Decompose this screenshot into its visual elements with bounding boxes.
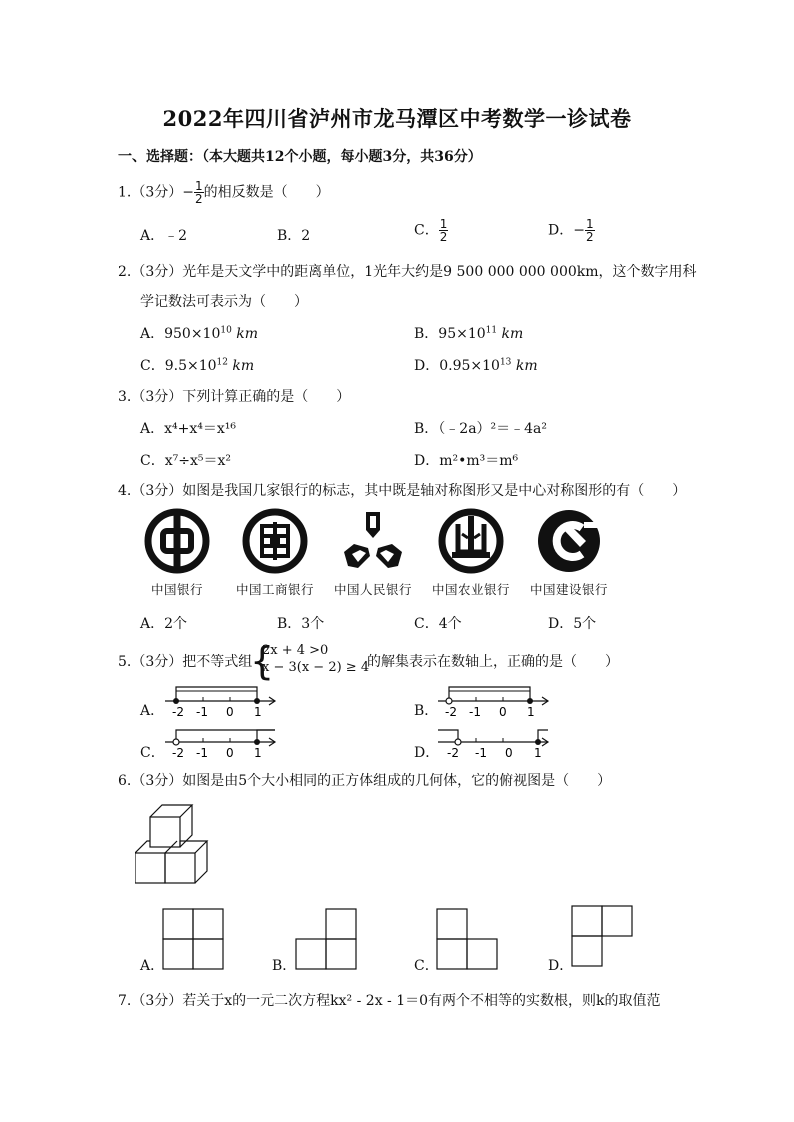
q1-option-b[interactable]: B．2 bbox=[277, 228, 311, 244]
q5-option-d-label[interactable]: D． bbox=[414, 745, 440, 761]
section-heading: 一、选择题：（本大题共12个小题，每小题3分，共36分） bbox=[118, 149, 482, 165]
q3-option-a[interactable]: A．x⁴+x⁴＝x¹⁶ bbox=[140, 421, 236, 437]
q2-option-a[interactable]: A．$950\times 10^{10}$ km bbox=[140, 325, 259, 342]
q6-option-a-grid[interactable] bbox=[162, 908, 224, 970]
q5-b-tick-neg1: -1 bbox=[469, 705, 481, 719]
cube-solid-figure bbox=[135, 800, 220, 890]
q1-prefix: 1.（3分） bbox=[118, 184, 183, 201]
q5-a-tick-1: 1 bbox=[254, 705, 262, 719]
q6-option-c-label[interactable]: C． bbox=[414, 958, 439, 974]
q5-c-tick-neg2: -2 bbox=[172, 746, 184, 760]
page-title: 2022年四川省泸州市龙马潭区中考数学一诊试卷 bbox=[162, 106, 632, 131]
question-2-line2: 学记数法可表示为（ ） bbox=[140, 294, 308, 310]
question-4: 4.（3分）如图是我国几家银行的标志，其中既是轴对称图形又是中心对称图形的有（ ） bbox=[118, 483, 687, 499]
q5-option-c-numberline[interactable] bbox=[165, 724, 281, 760]
q5-c-tick-0: 0 bbox=[226, 746, 234, 760]
q5-c-tick-neg1: -1 bbox=[196, 746, 208, 760]
q1-fraction: $\frac{1}{2}$ bbox=[195, 179, 203, 206]
question-2-line1: 2.（3分）光年是天文学中的距离单位，1光年大约是9 500 000 000 000km，这个数字用科 bbox=[118, 264, 697, 280]
q6-option-b-grid[interactable] bbox=[295, 908, 357, 970]
q5-option-d-numberline[interactable] bbox=[438, 724, 554, 760]
q5-option-b-label[interactable]: B． bbox=[414, 703, 439, 719]
q5-c-tick-1: 1 bbox=[254, 746, 262, 760]
bank-logos bbox=[132, 508, 612, 608]
question-1 bbox=[118, 180, 330, 205]
q5-a-tick-neg2: -2 bbox=[172, 705, 184, 719]
q5-option-c-label[interactable]: C． bbox=[140, 745, 165, 761]
q5-b-tick-neg2: -2 bbox=[445, 705, 457, 719]
q1-option-d[interactable]: D．− $\frac{1}{2}$ bbox=[548, 217, 594, 244]
q4-option-d[interactable]: D．5个 bbox=[548, 616, 597, 632]
question-5-suffix: 的解集表示在数轴上，正确的是（ ） bbox=[367, 654, 619, 670]
q5-a-tick-0: 0 bbox=[226, 705, 234, 719]
q6-option-d-grid[interactable] bbox=[571, 905, 633, 967]
q2-option-c[interactable]: C．$9.5\times 10^{12}$ km bbox=[140, 357, 255, 374]
q4-option-b[interactable]: B．3个 bbox=[277, 616, 325, 632]
q5-b-tick-1: 1 bbox=[527, 705, 535, 719]
question-6: 6.（3分）如图是由5个大小相同的正方体组成的几何体，它的俯视图是（ ） bbox=[118, 773, 612, 789]
q5-option-a-numberline[interactable] bbox=[165, 683, 281, 719]
q5-d-tick-0: 0 bbox=[505, 746, 513, 760]
q5-brace: { bbox=[250, 639, 275, 683]
q5-a-tick-neg1: -1 bbox=[196, 705, 208, 719]
q5-equation-1: 2x + 4 >0 bbox=[262, 643, 329, 658]
q4-option-a[interactable]: A．2个 bbox=[140, 616, 188, 632]
q6-option-c-grid[interactable] bbox=[436, 908, 498, 970]
q6-option-a-label[interactable]: A． bbox=[140, 958, 165, 974]
question-5-prefix: 5.（3分）把不等式组 bbox=[118, 654, 253, 670]
q5-d-tick-neg1: -1 bbox=[475, 746, 487, 760]
agricultural-bank-logo: 中国农业银行 bbox=[426, 508, 516, 598]
icbc-logo: 中国工商银行 bbox=[230, 508, 320, 598]
q5-d-tick-1: 1 bbox=[534, 746, 542, 760]
q1-neg: − bbox=[182, 184, 194, 201]
bank-of-china-logo: 中国银行 bbox=[132, 508, 222, 598]
q1-suffix: 的相反数是（ ） bbox=[203, 184, 330, 201]
q5-option-b-numberline[interactable] bbox=[438, 683, 554, 719]
q3-option-c[interactable]: C．x⁷÷x⁵＝x² bbox=[140, 453, 231, 469]
q1-option-a[interactable]: A．﹣2 bbox=[140, 228, 188, 244]
q1-option-c[interactable]: C． $\frac{1}{2}$ bbox=[414, 217, 448, 244]
q2-option-b[interactable]: B．$95\times 10^{11}$ km bbox=[414, 325, 524, 342]
q3-option-d[interactable]: D．m²•m³＝m⁶ bbox=[414, 453, 519, 469]
q4-option-c[interactable]: C．4个 bbox=[414, 616, 462, 632]
q5-equation-2: x − 3(x − 2) ≥ 4 bbox=[262, 660, 370, 675]
q5-b-tick-0: 0 bbox=[499, 705, 507, 719]
construction-bank-logo: 中国建设银行 bbox=[524, 508, 614, 598]
q5-option-a-label[interactable]: A． bbox=[140, 703, 165, 719]
q3-option-b[interactable]: B．（﹣2a）²＝﹣4a² bbox=[414, 421, 548, 437]
question-3: 3.（3分）下列计算正确的是（ ） bbox=[118, 389, 351, 405]
q5-d-tick-neg2: -2 bbox=[447, 746, 459, 760]
q6-option-b-label[interactable]: B． bbox=[272, 958, 297, 974]
question-7: 7.（3分）若关于x的一元二次方程kx² - 2x - 1＝0有两个不相等的实数根，则k的取值范 bbox=[118, 993, 661, 1009]
q2-option-d[interactable]: D．$0.95\times 10^{13}$ km bbox=[414, 357, 538, 374]
q5-system bbox=[262, 642, 369, 676]
q6-option-d-label[interactable]: D． bbox=[548, 958, 574, 974]
peoples-bank-logo: 中国人民银行 bbox=[328, 508, 418, 598]
